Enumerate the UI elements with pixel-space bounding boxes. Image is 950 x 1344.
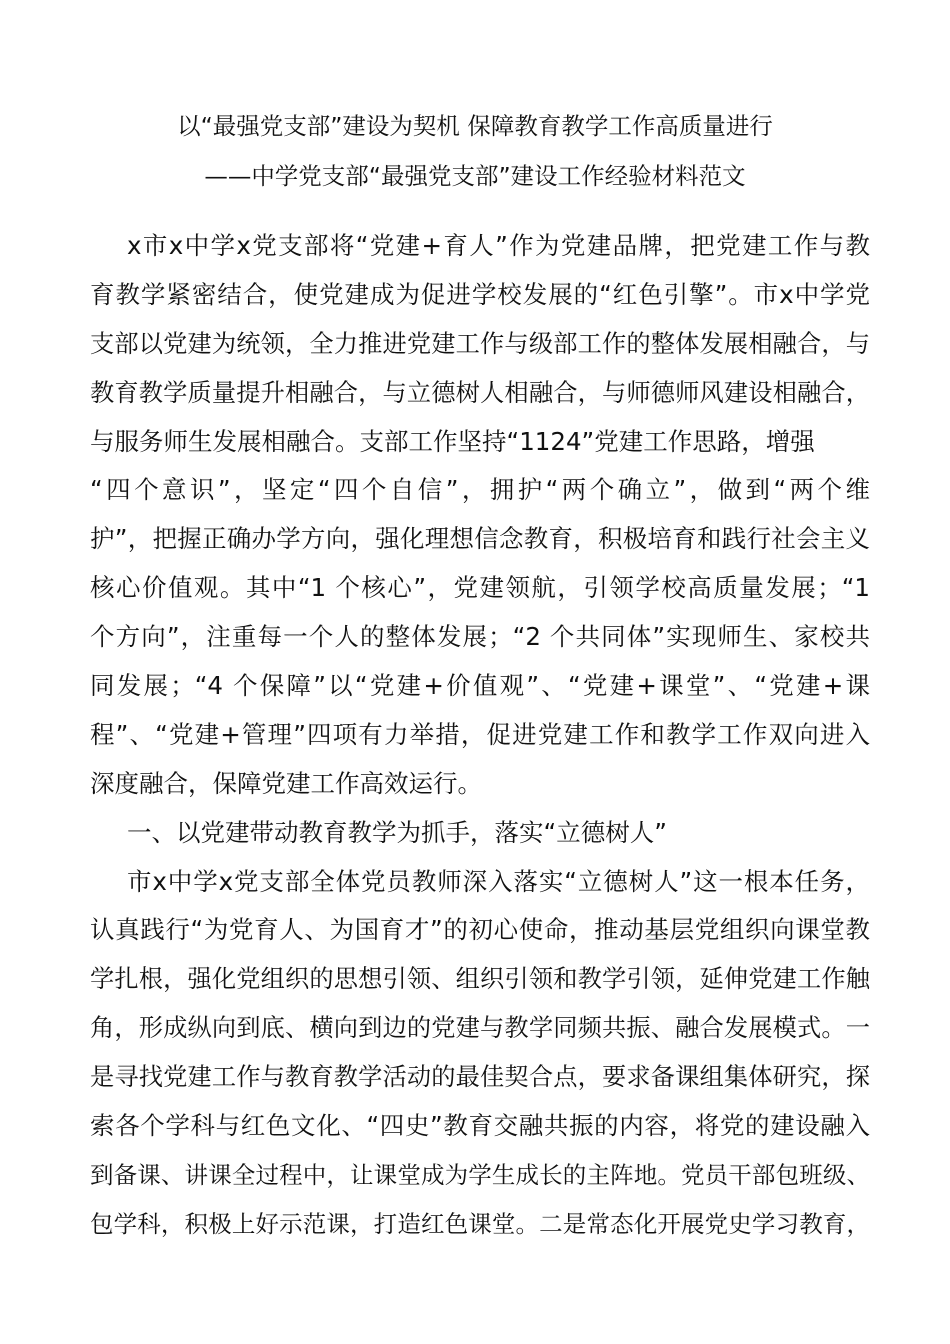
- document-body: [90, 222, 870, 1249]
- paragraph-1-line-7: 护”，把握正确办学方向，强化理想信念教育，积极培育和践行社会主义: [90, 524, 870, 554]
- paragraph-2-line-2: 认真践行“为党育人、为国育才”的初心使命，推动基层党组织向课堂教: [90, 915, 870, 945]
- document-subtitle: ——中学党支部“最强党支部”建设工作经验材料范文: [204, 162, 746, 190]
- paragraph-1-line-9: 个方向”，注重每一个人的整体发展；“2 个共同体”实现师生、家校共: [90, 622, 870, 652]
- paragraph-1-line-10: 同发展；“4 个保障”以“党建+价值观”、“党建+课堂”、“党建+课: [90, 671, 870, 701]
- paragraph-2-line-1: 市x中学x党支部全体党员教师深入落实“立德树人”这一根本任务，: [127, 866, 870, 896]
- paragraph-1-line-11: 程”、“党建+管理”四项有力举措，促进党建工作和教学工作双向进入: [90, 719, 870, 749]
- section-heading-1: 一、以党建带动教育教学为抓手，落实“立德树人”: [127, 817, 667, 847]
- paragraph-2-line-5: 是寻找党建工作与教育教学活动的最佳契合点，要求备课组集体研究，探: [90, 1062, 870, 1092]
- paragraph-1-line-1: x市x中学x党支部将“党建+育人”作为党建品牌，把党建工作与教: [127, 231, 870, 260]
- paragraph-2-line-8: 包学科，积极上好示范课，打造红色课堂。二是常态化开展党史学习教育，: [90, 1209, 870, 1238]
- paragraph-1-line-8: 核心价值观。其中“1 个核心”，党建领航，引领学校高质量发展；“1: [90, 573, 870, 603]
- paragraph-2-line-4: 角，形成纵向到底、横向到边的党建与教学同频共振、融合发展模式。一: [90, 1013, 870, 1043]
- paragraph-2-line-6: 索各个学科与红色文化、“四史”教育交融共振的内容，将党的建设融入: [90, 1111, 870, 1141]
- paragraph-1-line-4: 教育教学质量提升相融合，与立德树人相融合，与师德师风建设相融合，: [90, 377, 870, 407]
- paragraph-1-line-2: 育教学紧密结合，使党建成为促进学校发展的“红色引擎”。市x中学党: [90, 279, 870, 309]
- paragraph-1-line-12: 深度融合，保障党建工作高效运行。: [90, 768, 482, 798]
- document-title: 以“最强党支部”建设为契机 保障教育教学工作高质量进行: [177, 112, 773, 140]
- paragraph-2-line-3: 学扎根，强化党组织的思想引领、组织引领和教学引领，延伸党建工作触: [90, 964, 870, 994]
- paragraph-1-line-6: “四个意识”，坚定“四个自信”，拥护“两个确立”，做到“两个维: [90, 475, 870, 505]
- paragraph-1-line-3: 支部以党建为统领，全力推进党建工作与级部工作的整体发展相融合，与: [90, 328, 870, 358]
- paragraph-1-line-5: 与服务师生发展相融合。支部工作坚持“1124”党建工作思路，增强: [90, 426, 815, 456]
- paragraph-2-line-7: 到备课、讲课全过程中，让课堂成为学生成长的主阵地。党员干部包班级、: [90, 1160, 870, 1189]
